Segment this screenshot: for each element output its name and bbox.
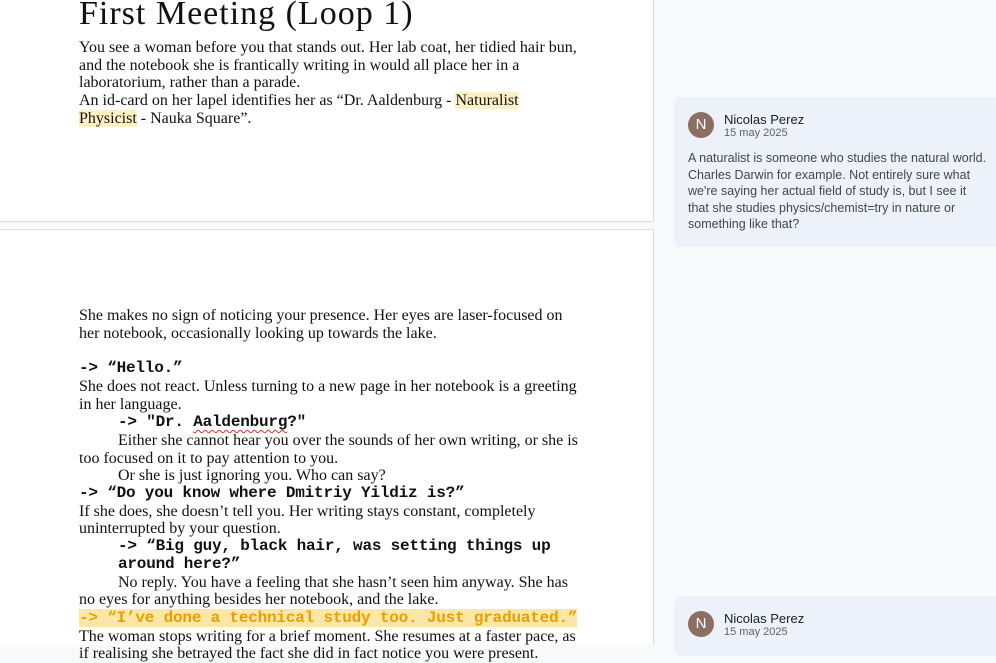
page1-body — [79, 39, 579, 128]
section-heading: First Meeting (Loop 1) — [79, 0, 414, 32]
page2-body — [79, 307, 579, 663]
paragraph: No reply. You have a feeling that she hasn’t seen him anyway. She has no eyes for anything besides her notebook, and the lake. — [79, 573, 568, 609]
text-run: - Nauka Square”. — [136, 109, 252, 127]
comment-date: 15 may 2025 — [724, 626, 788, 638]
avatar: N — [688, 611, 714, 637]
comment-body: A naturalist is someone who studies the natural world. Charles Darwin for example. Not entirely sure what we're saying her actual field of study is, but I see it that she studies physics/chemist=try in nature or something like that? — [688, 151, 987, 231]
comment-author: Nicolas Perez — [724, 611, 805, 626]
paragraph: If she does, she doesn’t tell you. Her writing stays constant, completely uninterrupted by your question. — [79, 502, 536, 538]
commented-highlight[interactable]: Naturalist Physicist — [79, 92, 519, 127]
comment-author: Nicolas Perez — [724, 112, 805, 127]
comment-card[interactable] — [674, 97, 996, 247]
document-page-2[interactable] — [0, 229, 654, 663]
paragraph: She does not react. Unless turning to a new page in her notebook is a greeting in her language. — [79, 377, 577, 413]
blank-line — [79, 342, 579, 360]
paragraph: The woman stops writing for a brief moment. She resumes at a faster pace, as if realising she betrayed the fact she did in fact notice you were present. — [79, 627, 576, 663]
document-page-1[interactable] — [0, 0, 654, 222]
paragraph — [79, 92, 579, 127]
dialogue-choice-highlighted — [79, 609, 579, 628]
dialogue-choice: -> “Do you know where Dmitriy Yildiz is?” — [79, 484, 465, 503]
paragraph: She makes no sign of noticing your presence. Her eyes are laser-focused on her notebook, occasionally looking up towards the lake. — [79, 307, 563, 342]
avatar: N — [688, 112, 714, 138]
spellcheck-word[interactable]: Aaldenburg — [193, 413, 288, 432]
dialogue-choice: -> “Big guy, black hair, was setting things up around here?” — [118, 537, 551, 573]
commented-highlight[interactable]: -> “I’ve done a technical study too. Just graduated.” — [79, 608, 578, 627]
paragraph: You see a woman before you that stands out. Her lab coat, her tidied hair bun, and the notebook she is frantically writing in would all place her in a laboratorium, rather than a parade. — [79, 39, 577, 92]
paragraph: Either she cannot hear you over the sounds of her own writing, or she is too focused on it to pay attention to you. — [79, 431, 578, 467]
dialogue-choice: -> “Hello.” — [79, 359, 183, 378]
text-run: ?" — [287, 413, 307, 432]
comment-date: 15 may 2025 — [724, 127, 788, 139]
text-run: -> "Dr. — [118, 413, 194, 432]
paragraph: Or she is just ignoring you. Who can say? — [118, 467, 386, 485]
comment-card[interactable] — [674, 596, 996, 656]
text-run: An id-card on her lapel identifies her as “Dr. Aaldenburg - — [79, 92, 456, 110]
dialogue-choice — [79, 413, 579, 432]
